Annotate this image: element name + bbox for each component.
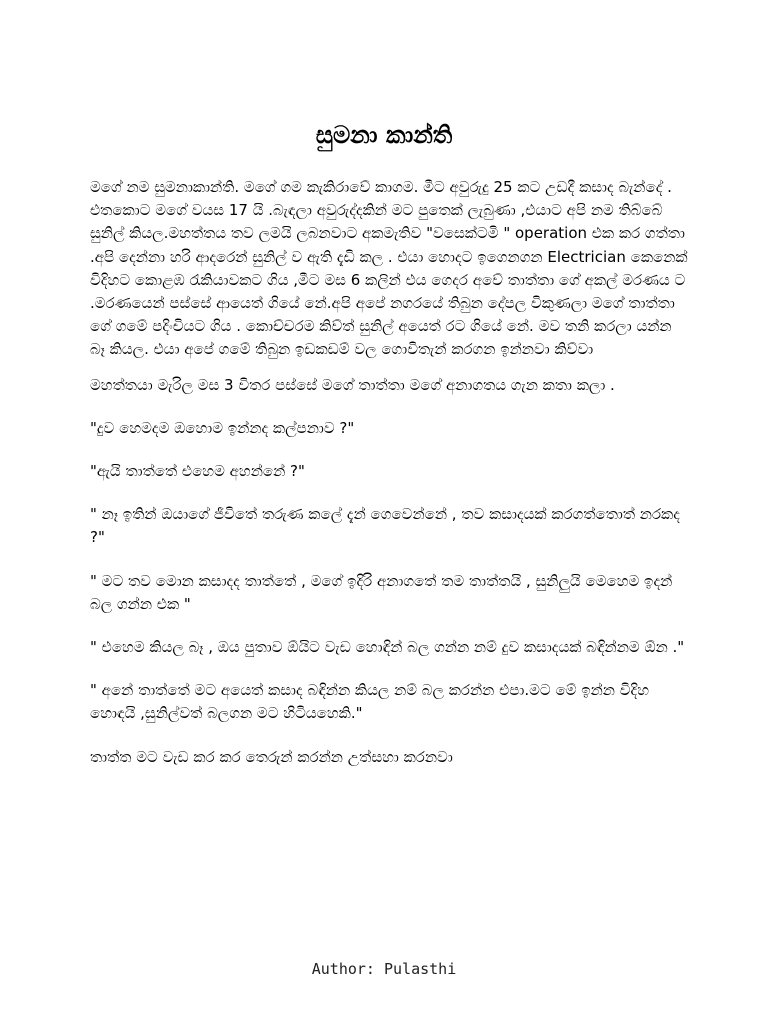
dialogue-line: " නෑ ඉතින් ඔයාගේ ජීවිතේ තරුණ කලේ දැන් ගෙවෙන්නේ , තව කසාදයක් කරගත්තොත් නරකද ?" <box>90 505 680 547</box>
dialogue-line: " අනේ තාත්තේ මට අයෙත් කසාද බඳින්න කියල නම් බල කරන්න එපා.මට මේ ඉන්න විදිහ හොඳයි ,සුනිල්වත් බලගන මට හිටියහෙකි." <box>90 681 649 723</box>
paragraph-intro: මගේ නම සුමනාකාන්ති. මගේ ගම කැකිරාවේ කාගම. මීට අවුරුදු 25 කට උඩදී කසාද බැන්දේ . එතකොට මගේ වයස 17 යි .බැඳලා අවුරුද්දකින් මට පුතෙක් ලැබුණා ,එයාට අපි නම තිබ්බේ සුනිල් කියල.මහත්තය තව ලමයි ලබනවාට අකමැතිව "වසෙක්ටමි " operation එක කර ගත්තා .අපි දෙන්නා හරි ආදරෙන් සුනිල් ව ඇති දැඩි කල . එයා හොදට ඉගෙනගන Electrician කෙනෙක් විදිහට කොළඹ රැකියාවකට ගිය ,මීට මස 6 කලින් එය ගෙදර අවේ තාත්තා ගේ අකල් මරණය ට .මරණයෙන් පස්සේ ආයෙත් ගියේ නේ.අපි අපේ නගරයේ තිබුන දේපල විකුණලා මගේ තාත්තා ගේ ගමේ පදිංචියට ගිය . කොච්චරම කිව්ත් සුනිල් අයෙත් රට ගියේ නේ. මව තනි කරලා යන්න බෑ කියල. එයා අපේ ගමේ තිබුන ඉඩකඩම් වල ගොවිතැන් කරගන ඉන්නවා කිව්වා <box>90 178 688 359</box>
paragraph-closing: තාත්ත මට වැඩ කර කර තෙරුන් කරන්න උත්සහා කරනවා <box>90 747 453 766</box>
paragraph-father-talk: මහත්තයා මැරිල මස 3 විතර පස්සේ මගේ තාත්තා මගේ අනාගතය ගැන කතා කලා . <box>90 375 615 394</box>
document-body <box>90 176 690 781</box>
author-credit: Author: Pulasthi <box>311 960 457 978</box>
dialogue-line: "දුව හෙමදම ඔහොම ඉන්නද කල්පනාව ?" <box>90 418 355 437</box>
document-title: සුමනා කාන්ති <box>315 121 453 149</box>
dialogue-line: " එහෙම කියල බෑ , ඔය පුතාව ඕයිට වැඩ හොඳින් බල ගන්න නම් දුව කසාදයක් බඳින්නම ඕන ." <box>90 638 685 657</box>
dialogue-line: " මට තව මොන කසාදද තාත්තේ , මගේ ඉදිරි අනාගතේ තම තාත්තයි , සුනිලුයි මෙහෙම ඉදන් බල ගන්න එක " <box>90 571 673 613</box>
dialogue-line: "ඇයි තාත්තේ එහෙම අහන්නේ ?" <box>90 462 305 481</box>
